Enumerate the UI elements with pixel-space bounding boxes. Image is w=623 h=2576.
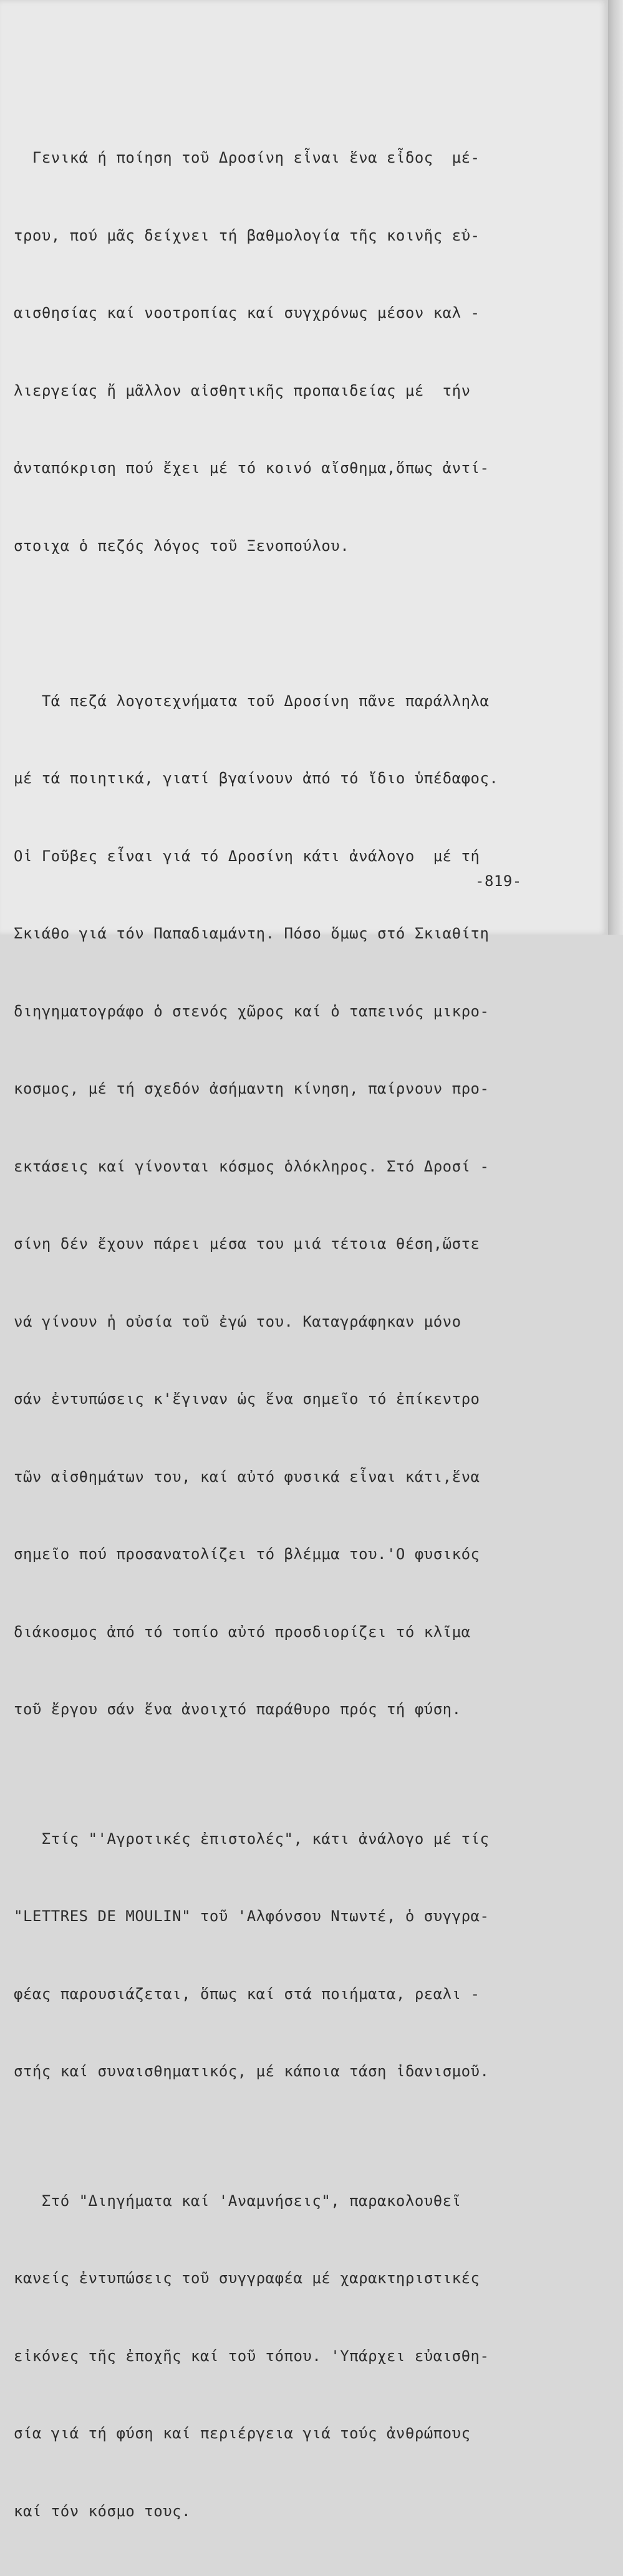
text-line: κανείς ἐντυπώσεις τοῦ συγγραφέα μέ χαρακτηριστικές	[14, 2266, 556, 2292]
text-line: σημεῖο πού προσανατολίζει τό βλέμμα του.'Ο φυσικός	[14, 1542, 556, 1568]
paragraph-gap	[14, 611, 556, 637]
text-line: Γενικά ή ποίηση τοῦ Δροσίνη εἶναι ἕνα εἶδος μέ-	[14, 145, 556, 171]
body-text	[14, 93, 556, 2576]
text-line: σία γιά τή φύση καί περιέργεια γιά τούς ἀνθρώπους	[14, 2421, 556, 2447]
text-line: Τά πεζά λογοτεχνήματα τοῦ Δροσίνη πᾶνε παράλληλα	[14, 689, 556, 715]
text-line: αισθησίας καί νοοτροπίας καί συγχρόνως μέσον καλ -	[14, 300, 556, 327]
text-line: διηγηματογράφο ὁ στενός χῶρος καί ὁ ταπεινός μικρο-	[14, 999, 556, 1025]
paragraph-2	[14, 637, 556, 1775]
page-edge-shadow	[608, 0, 623, 935]
text-line: διάκοσμος ἀπό τό τοπίο αὐτό προσδιορίζει τό κλῖμα	[14, 1620, 556, 1646]
page-number: -819-	[475, 870, 522, 892]
text-line: εἰκόνες τῆς ἐποχῆς καί τοῦ τόπου. 'Υπάρχει εὐαισθη-	[14, 2344, 556, 2370]
text-line: ἀνταπόκριση πού ἔχει μέ τό κοινό αἴσθημα,ὅπως ἀντί-	[14, 456, 556, 482]
text-line: νά γίνουν ἡ οὐσία τοῦ ἐγώ του. Καταγράφηκαν μόνο	[14, 1309, 556, 1335]
text-line: καί τόν κόσμο τους.	[14, 2499, 556, 2525]
text-line: σίνη δέν ἔχουν πάρει μέσα του μιά τέτοια θέση,ὥστε	[14, 1231, 556, 1257]
paragraph-1	[14, 93, 556, 611]
text-line: στοιχα ὁ πεζός λόγος τοῦ Ξενοπούλου.	[14, 533, 556, 560]
text-line: Στό "Διηγήματα καί 'Αναμνήσεις", παρακολουθεῖ	[14, 2188, 556, 2215]
text-line: μέ τά ποιητικά, γιατί βγαίνουν ἀπό τό ἴδιο ὑπέδαφος.	[14, 766, 556, 792]
text-line: Στίς "'Αγροτικές ἐπιστολές", κάτι ἀνάλογο μέ τίς	[14, 1826, 556, 1853]
text-line: τοῦ ἔργου σάν ἕνα ἀνοιχτό παράθυρο πρός τή φύση.	[14, 1697, 556, 1723]
text-line: "LETTRES DE MOULIN" τοῦ 'Αλφόνσου Ντωντέ, ὁ συγγρα-	[14, 1904, 556, 1930]
text-line: σάν ἐντυπώσεις κ'ἔγιναν ὡς ἕνα σημεῖο τό ἐπίκεντρο	[14, 1386, 556, 1413]
text-line: τῶν αἰσθημάτων του, καί αὐτό φυσικά εἶναι κάτι,ἕνα	[14, 1464, 556, 1491]
paragraph-3	[14, 1775, 556, 2137]
text-line: Οἱ Γοῦβες εἶναι γιά τό Δροσίνη κάτι ἀνάλογο μέ τή	[14, 844, 556, 870]
paragraph-4	[14, 2137, 556, 2576]
text-line: λιεργείας ἤ μᾶλλον αἰσθητικῆς προπαιδείας μέ τήν	[14, 378, 556, 404]
text-line: τρου, πού μᾶς δείχνει τή βαθμολογία τῆς κοινῆς εὐ-	[14, 223, 556, 249]
text-line: εκτάσεις καί γίνονται κόσμος ὁλόκληρος. Στό Δροσί -	[14, 1154, 556, 1180]
text-line: κοσμος, μέ τή σχεδόν ἀσήμαντη κίνηση, παίρνουν προ-	[14, 1076, 556, 1102]
document-page	[0, 0, 608, 935]
text-line: στής καί συναισθηματικός, μέ κάποια τάση ἰδανισμοῦ.	[14, 2059, 556, 2085]
text-line: Σκιάθο γιά τόν Παπαδιαμάντη. Πόσο ὅμως στό Σκιαθίτη	[14, 921, 556, 947]
text-line: φέας παρουσιάζεται, ὅπως καί στά ποιήματα, ρεαλι -	[14, 1982, 556, 2008]
